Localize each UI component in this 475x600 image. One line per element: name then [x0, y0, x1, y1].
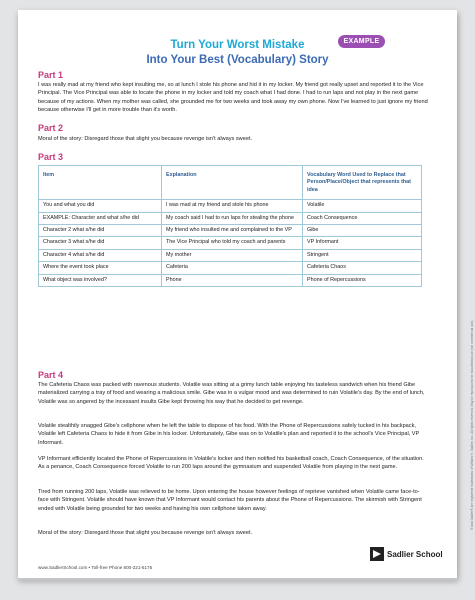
- part1-text: I was really mad at my friend who kept insulting me, so at lunch I stole his phone and hid it in my locker. My friend got really upset and reported it to the Vice Principal. The Vice Principal was able to locate the phone in my locker and told my coach what I had done. I had to run laps and not play in the next game because of my actions. When my mother was called, she grounded me for two weeks and took away my own phone. Now I've learned to just ignore my friend because otherwise I'll get in more trouble than it's worth.: [38, 82, 428, 114]
- table-cell: My friend who insulted me and complained to the VP: [162, 225, 303, 237]
- part4-paragraph-3: VP Informant efficiently located the Phone of Repercussions in Volatile's locker and then notified his basketball coach, Coach Consequence, of the situation. As a penance, Coach Consequence forced Volatile to run 200 laps around the gymnasium and suspended Volatile from playing in the next game.: [38, 456, 424, 471]
- sadlier-logo-icon: [370, 547, 384, 561]
- part2-heading: Part 2: [38, 123, 64, 133]
- side-copyright-text: ® and Sadlier® are registered trademarks of William H. Sadlier, Inc. All rights reserved. May be reproduced for educational use (not commercial use).: [470, 319, 474, 530]
- vocabulary-table: [38, 165, 422, 287]
- table-cell: EXAMPLE: Character and what s/he did: [39, 212, 162, 224]
- table-cell: I was mad at my friend and stole his phone: [162, 200, 303, 212]
- table-header-row: [39, 166, 422, 200]
- table-cell: Phone of Repercussions: [303, 274, 422, 286]
- table-cell: You and what you did: [39, 200, 162, 212]
- table-cell: Coach Consequence: [303, 212, 422, 224]
- title-line-1: Turn Your Worst Mistake: [170, 39, 305, 51]
- footer-contact: www.SadlierSchool.com • Toll-free Phone 800-221-5175: [38, 565, 153, 570]
- sadlier-logo: [370, 547, 443, 561]
- part4-heading: Part 4: [38, 370, 64, 380]
- table-row: [39, 274, 422, 286]
- part3-heading: Part 3: [38, 152, 64, 162]
- table-row: [39, 262, 422, 274]
- table-row: [39, 237, 422, 249]
- example-badge: EXAMPLE: [338, 35, 385, 48]
- worksheet-title: [18, 38, 457, 68]
- worksheet-page: [18, 10, 474, 578]
- table-cell: Cafeteria Chaos: [303, 262, 422, 274]
- part4-paragraph-2: Volatile stealthily snagged Gibe's cellphone when he left the table to dispose of his food. With the Phone of Repercussions safely tucked in his backpack, Volatile left Cafeteria Chaos to hide it from Gibe in his locker. Unfortunately, Gibe was on to Volatile's plan and reported it to the school's Vice Principal, VP Informant.: [38, 423, 420, 446]
- table-cell: The Vice Principal who told my coach and parents: [162, 237, 303, 249]
- table-cell: Stringent: [303, 249, 422, 261]
- part4-paragraph-5: Moral of the story: Disregard those that slight you because revenge isn't always sweet.: [38, 530, 253, 536]
- table-cell: Where the event took place: [39, 262, 162, 274]
- table-cell: Gibe: [303, 225, 422, 237]
- part1-heading: Part 1: [38, 70, 64, 80]
- table-cell: Cafeteria: [162, 262, 303, 274]
- table-header-item: Item: [39, 166, 162, 200]
- table-row: [39, 212, 422, 224]
- table-cell: My coach said I had to run laps for stealing the phone: [162, 212, 303, 224]
- part4-paragraph-1: The Cafeteria Chaos was packed with ravenous students. Volatile was sitting at a grimy lunch table enjoying his tasteless sandwich when his friend Gibe materialized carrying a tray of food and wearing a malicious smile. Gibe was in a vulgar mood and was determined to ruin Volatile's day. By the end of lunch, Volatile was so angered by the incessant insults Gibe kept throwing his way that he decided to get revenge.: [38, 382, 425, 405]
- side-copyright: [470, 280, 474, 530]
- table-cell: Volatile: [303, 200, 422, 212]
- table-cell: Character 2 what s/he did: [39, 225, 162, 237]
- table-header-explanation: Explanation: [162, 166, 303, 200]
- title-line-2: Into Your Best (Vocabulary) Story: [146, 54, 329, 66]
- table-cell: What object was involved?: [39, 274, 162, 286]
- part2-text: Moral of the story: Disregard those that slight you because revenge isn't always sweet.: [38, 136, 253, 142]
- table-row: [39, 225, 422, 237]
- table-header-vocab: Vocabulary Word Used to Replace that Person/Place/Object that represents that idea: [303, 166, 422, 200]
- table-row: [39, 249, 422, 261]
- page-shadow: [18, 578, 457, 584]
- sadlier-logo-text: Sadlier School: [387, 549, 443, 559]
- table-cell: Phone: [162, 274, 303, 286]
- part4-paragraph-4: Tired from running 200 laps, Volatile was relieved to be home. Upon entering the house however feelings of reprieve vanished when Volatile came face-to-face with Stringent. Volatile should have known that VP Informant would contact his parents about the Phone of Repercussions. The skirmish with Stringent ended with Volatile being grounded for two weeks and having his own cellphone taken away.: [38, 489, 422, 512]
- table-cell: VP Informant: [303, 237, 422, 249]
- table-cell: My mother: [162, 249, 303, 261]
- table-row: [39, 200, 422, 212]
- table-cell: Character 4 what s/he did: [39, 249, 162, 261]
- table-cell: Character 3 what s/he did: [39, 237, 162, 249]
